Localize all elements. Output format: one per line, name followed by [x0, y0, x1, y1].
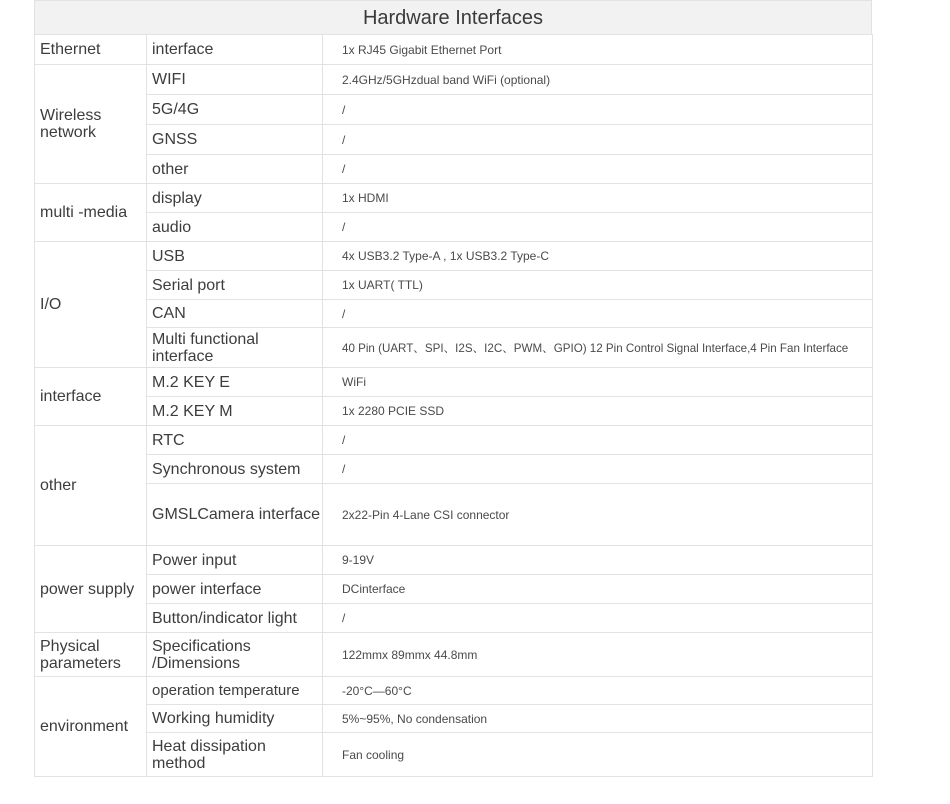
item-value: DCinterface: [323, 575, 873, 604]
table-row: [35, 705, 873, 733]
item-label: Heat dissipation method: [147, 733, 323, 777]
table-row: [35, 328, 873, 368]
table-row: [35, 65, 873, 95]
item-value: -20°C—60°C: [323, 677, 873, 705]
item-label: 5G/4G: [147, 95, 323, 125]
category-power-supply: power supply: [35, 546, 147, 633]
item-value: 9-19V: [323, 546, 873, 575]
item-label: Power input: [147, 546, 323, 575]
category-ethernet: Ethernet: [35, 35, 147, 65]
table-row: [35, 546, 873, 575]
table-row: [35, 397, 873, 426]
item-label: M.2 KEY E: [147, 368, 323, 397]
item-value: 5%~95%, No condensation: [323, 705, 873, 733]
table-row: [35, 213, 873, 242]
item-value: /: [323, 300, 873, 328]
category-interface: interface: [35, 368, 147, 426]
table-row: [35, 677, 873, 705]
item-label: Serial port: [147, 271, 323, 300]
table-row: [35, 155, 873, 184]
category-physical-parameters: Physical parameters: [35, 633, 147, 677]
item-value: 2x22-Pin 4-Lane CSI connector: [323, 484, 873, 546]
item-value: 1x UART( TTL): [323, 271, 873, 300]
item-value: /: [323, 213, 873, 242]
item-label: GMSLCamera interface: [147, 484, 323, 546]
item-value: /: [323, 95, 873, 125]
table-row: [35, 95, 873, 125]
item-value: /: [323, 455, 873, 484]
item-label: GNSS: [147, 125, 323, 155]
item-value: /: [323, 125, 873, 155]
table-title: Hardware Interfaces: [34, 0, 872, 34]
item-value: 4x USB3.2 Type-A , 1x USB3.2 Type-C: [323, 242, 873, 271]
item-value: /: [323, 426, 873, 455]
item-value: 40 Pin (UART、SPI、I2S、I2C、PWM、GPIO) 12 Pin Control Signal Interface,4 Pin Fan Interface: [323, 328, 873, 368]
item-label: RTC: [147, 426, 323, 455]
item-value: Fan cooling: [323, 733, 873, 777]
table-row: [35, 368, 873, 397]
category-multimedia: multi -media: [35, 184, 147, 242]
item-value: 1x RJ45 Gigabit Ethernet Port: [323, 35, 873, 65]
item-label: audio: [147, 213, 323, 242]
table-row: [35, 733, 873, 777]
item-label: CAN: [147, 300, 323, 328]
category-other: other: [35, 426, 147, 546]
item-value: /: [323, 155, 873, 184]
item-label: Multi functional interface: [147, 328, 323, 368]
table-row: [35, 575, 873, 604]
table-row: [35, 35, 873, 65]
table-row: [35, 604, 873, 633]
item-value: /: [323, 604, 873, 633]
item-value: 122mmx 89mmx 44.8mm: [323, 633, 873, 677]
table-row: [35, 426, 873, 455]
item-label: M.2 KEY M: [147, 397, 323, 426]
item-value: 1x 2280 PCIE SSD: [323, 397, 873, 426]
table-row: [35, 184, 873, 213]
item-label: WIFI: [147, 65, 323, 95]
table-row: [35, 633, 873, 677]
table-row: [35, 125, 873, 155]
category-io: I/O: [35, 242, 147, 368]
hardware-interfaces-table: [34, 0, 872, 777]
item-label: USB: [147, 242, 323, 271]
item-value: WiFi: [323, 368, 873, 397]
item-value: 2.4GHz/5GHzdual band WiFi (optional): [323, 65, 873, 95]
table-row: [35, 300, 873, 328]
item-value: 1x HDMI: [323, 184, 873, 213]
category-environment: environment: [35, 677, 147, 777]
table-row: [35, 242, 873, 271]
item-label: display: [147, 184, 323, 213]
category-wireless-network: Wireless network: [35, 65, 147, 184]
item-label: Button/indicator light: [147, 604, 323, 633]
item-label: power interface: [147, 575, 323, 604]
item-label: other: [147, 155, 323, 184]
item-label: operation temperature: [147, 677, 323, 705]
item-label: Synchronous system: [147, 455, 323, 484]
item-label: interface: [147, 35, 323, 65]
item-label: Working humidity: [147, 705, 323, 733]
table-row: [35, 484, 873, 546]
spec-table: [34, 34, 873, 777]
table-row: [35, 271, 873, 300]
table-row: [35, 455, 873, 484]
item-label: Specifications /Dimensions: [147, 633, 323, 677]
